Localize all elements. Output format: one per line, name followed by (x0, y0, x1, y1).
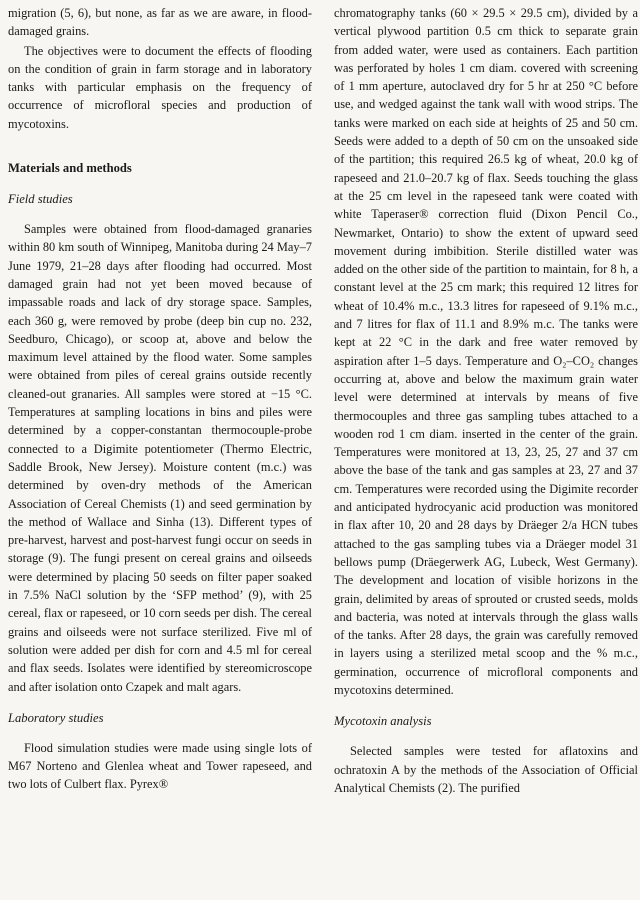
section-heading-materials-methods: Materials and methods (8, 161, 132, 176)
mycotoxin-paragraph: Selected samples were tested for aflatoxins and ochratoxin A by the methods of the Association of Official Analytical Chemists (2). The purified (334, 744, 638, 795)
field-studies-paragraph: Samples were obtained from flood-damaged granaries within 80 km south of Winnipeg, Manitoba during 24 May–7 June 1979, 21–28 days after flooding had occurred. Most damaged grain had not yet been moved because of impassable roads and lack of dry storage space. Samples, each 360 g, were removed by probe (deep bin cup no. 232, Seedburo, Chicago), or scoop at, above and below the maximum level attained by the flood water. Some samples were obtained from piles of cereal grains outside recently cleaned-out granaries. All samples were stored at −15 °C. Temperatures at sampling locations in bins and piles were determined by a copper-constantan thermocouple-probe connected to a Digimite potentiometer (Thermo Electric, Saddle Brook, New Jersey). Moisture content (m.c.) was determined by oven-dry methods of the American Association of Cereal Chemists (1) and seed germination by the method of Wallace and Sinha (13). Different types of pre-harvest, harvest and post-harvest fungi occur on seeds in storage (9). The fungi present on cereal grains and oilseeds were determined by placing 50 seeds on filter paper soaked in 7.5% NaCl solution by the ‘SFP method’ (9), with 25 cereal, flax or rapeseed, or 10 corn seeds per dish. The cereal grains and oilseeds were not surface sterilized. Five ml of solution were added per dish for corn and 4.5 ml for cereal and flax seeds. Isolates were identified by stereomicroscope and after isolation onto Czapek and malt agars. (8, 222, 312, 694)
objectives-paragraph: The objectives were to document the effects of flooding on the condition of grain in farm storage and in laboratory tanks with particular emphasis on the frequency of occurrence of microfloral species and production of mycotoxins. (8, 43, 312, 131)
tanks-paragraph: chromatography tanks (60 × 29.5 × 29.5 cm), divided by a vertical plywood partition 0.5 cm thick to separate grain from added water, were used as containers. Each partition was perforated by holes 1 cm diam. covered with screening of 1 mm aperture, autoclaved dry for 5 hr at 250 °C before use, and wedged against the tank wall with wood strips. The tanks were marked on each side at heights of 25 and 50 cm. Seeds were added to a depth of 50 cm on the unsoaked side of the partition; this required 26.5 kg of wheat, 20.0 kg of rapeseed and 21.0–20.7 kg of flax. Seeds touching the glass at the 25 cm level in the rapeseed tank were coated with white Taperaser® correction fluid (Dixon Pencil Co., Newmarket, Ontario) to show the extent of upward seed movement during imbibition. Sterile distilled water was added on the other side of the partition to maintain, for 8 h, a constant level at the 25 cm mark; this required 12 litres for wheat of 10.4% m.c., 13.3 litres for rapeseed of 9.1% m.c., and 7 litres for flax of 11.1 and 8.9% m.c. The tanks were kept at 22 °C in the dark and free water removed by aspiration after 1–5 days. Temperature and O₂–CO₂ changes occurring at, above and below the maximum grain water level were determined at intervals by means of five thermocouples and three gas sampling tubes attached to a wooden rod 1 cm diam. inserted in the center of the grain. Temperatures were monitored at 13, 23, 25, 27 and 37 cm above the base of the tank and gas samples at 23, 27 and 37 cm. Temperatures were recorded using the Digimite recorder and anticipated hydrocyanic acid production was monitored in flax after 10, 20 and 28 days by Dräeger 2/a HCN tubes attached to the gas sampling tubes via a Dräeger model 31 bellows pump (Dräegerwerk AG, Lubeck, West Germany). The development and location of visible horizons in the grain, delimited by areas of sprouted or crusted seeds, molds and bacteria, was noted at intervals through the glass walls of the tanks. After 28 days, the grain was carefully removed in layers using a sterilized metal scoop and the % m.c., germination, occurrence of microfloral components and mycotoxins determined. (334, 6, 638, 697)
subheading-laboratory-studies: Laboratory studies (8, 710, 104, 725)
left-column (8, 0, 312, 794)
subheading-field-studies: Field studies (8, 192, 73, 207)
subheading-mycotoxin-analysis: Mycotoxin analysis (334, 714, 432, 729)
intro-continuation: migration (5, 6), but none, as far as we are aware, in flood-damaged grains. (8, 6, 312, 39)
laboratory-studies-paragraph: Flood simulation studies were made using single lots of M67 Norteno and Glenlea wheat and Tower rapeseed, and two lots of Culbert flax. Pyrex® (8, 740, 312, 792)
right-column (334, 0, 638, 797)
